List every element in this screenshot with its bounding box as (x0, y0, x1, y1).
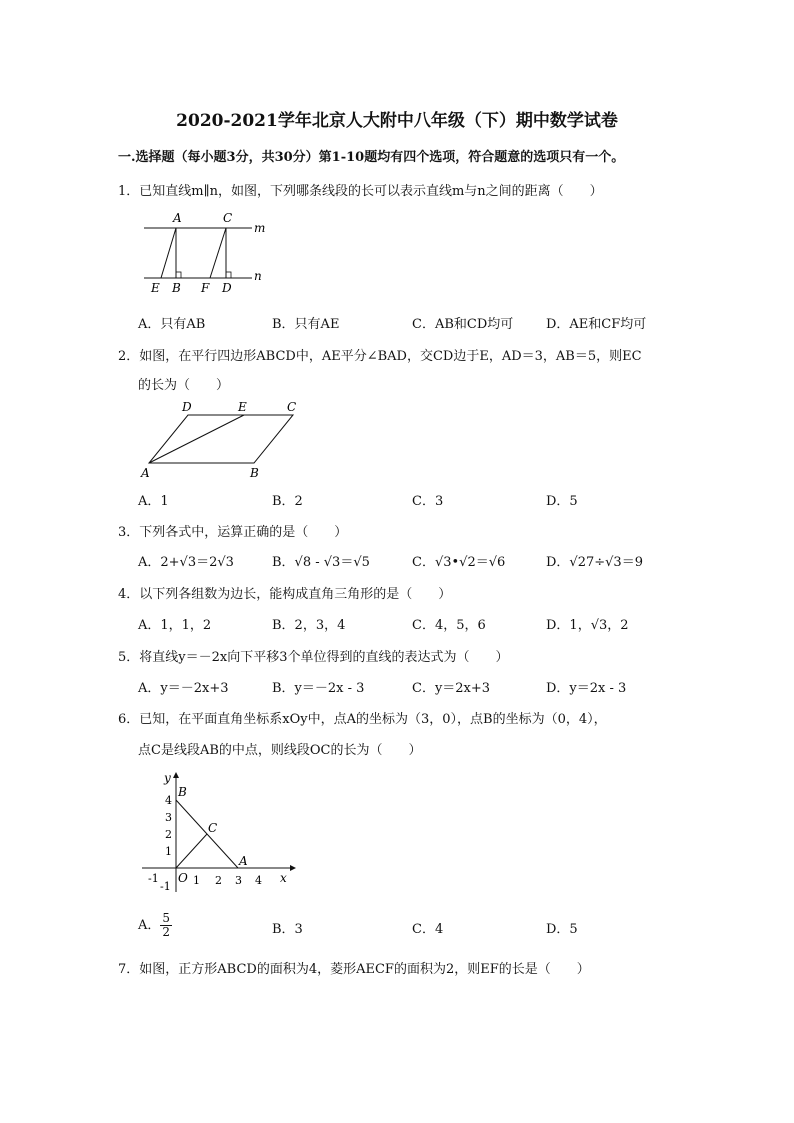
q4-option-b[interactable]: B．2，3，4 (272, 618, 346, 633)
q6-label-b: B (178, 785, 187, 799)
q6-y-tick: 1 (165, 845, 172, 858)
q2-option-c[interactable]: C．3 (412, 494, 444, 509)
question-4-stem: 4．以下列各组数为边长，能构成直角三角形的是（ ） (118, 587, 452, 602)
q6-label-c: C (208, 821, 218, 835)
question-6-stem-cont: 点C是线段AB的中点，则线段OC的长为（ ） (138, 743, 422, 758)
q1-option-a[interactable]: A．只有AB (138, 317, 206, 332)
q1-option-c[interactable]: C．AB和CD均可 (412, 317, 514, 332)
q1-label-c: C (223, 211, 233, 225)
question-1-stem: 1．已知直线m∥n，如图，下列哪条线段的长可以表示直线m与n之间的距离（ ） (118, 184, 603, 199)
section-heading: 一.选择题（每小题3分，共30分）第1-10题均有四个选项，符合题意的选项只有一个。 (118, 150, 625, 165)
q3-option-d[interactable]: D．√27÷√3＝9 (546, 555, 643, 570)
q1-label-b: B (172, 281, 181, 295)
q2-label-c: C (287, 400, 297, 414)
question-2-stem-cont: 的长为（ ） (138, 378, 230, 393)
q6-y-axis-label: y (164, 771, 171, 785)
q6-x-axis-label: x (280, 871, 287, 885)
q1-label-f: F (201, 281, 210, 295)
question-7-stem: 7．如图，正方形ABCD的面积为4，菱形AECF的面积为2，则EF的长是（ ） (118, 962, 590, 977)
fraction-denominator: 2 (162, 925, 171, 939)
q5-option-b[interactable]: B．y＝－2x - 3 (272, 681, 365, 696)
q6-origin-label: O (178, 871, 188, 885)
q6-option-a[interactable] (138, 912, 172, 939)
q1-figure (138, 208, 278, 296)
page-title: 2020-2021学年北京人大附中八年级（下）期中数学试卷 (176, 111, 618, 131)
q1-option-b[interactable]: B．只有AE (272, 317, 340, 332)
q6-y-tick: 4 (165, 794, 172, 807)
q2-label-a: A (141, 466, 150, 480)
q2-label-b: B (250, 466, 259, 480)
q3-option-b[interactable]: B．√8 - √3＝√5 (272, 555, 370, 570)
q6-y-tick: 3 (165, 811, 172, 824)
q6-y-tick: -1 (160, 880, 171, 893)
question-3-stem: 3．下列各式中，运算正确的是（ ） (118, 525, 348, 540)
q6-x-tick: 4 (255, 874, 262, 887)
q2-figure (138, 398, 308, 482)
q6-option-b[interactable]: B．3 (272, 922, 303, 937)
q6-option-d[interactable]: D．5 (546, 922, 578, 937)
q3-option-c[interactable]: C．√3•√2＝√6 (412, 555, 506, 570)
q6-x-tick: 2 (215, 874, 222, 887)
q6-option-c[interactable]: C．4 (412, 922, 444, 937)
q2-label-d: D (182, 400, 192, 414)
q4-option-a[interactable]: A．1，1，2 (138, 618, 212, 633)
q6-option-a-prefix: A． (138, 918, 161, 933)
q2-option-b[interactable]: B．2 (272, 494, 303, 509)
question-5-stem: 5．将直线y＝－2x向下平移3个单位得到的直线的表达式为（ ） (118, 650, 509, 665)
q6-x-tick: -1 (148, 872, 159, 885)
q1-label-e: E (151, 281, 160, 295)
q1-label-m: m (254, 221, 266, 235)
q6-x-tick: 3 (235, 874, 242, 887)
q2-option-d[interactable]: D．5 (546, 494, 578, 509)
q6-option-a-fraction (160, 912, 172, 939)
q3-option-a[interactable]: A．2+√3＝2√3 (138, 555, 234, 570)
q4-option-d[interactable]: D．1，√3，2 (546, 618, 629, 633)
q6-label-a: A (239, 854, 248, 868)
q2-option-a[interactable]: A．1 (138, 494, 169, 509)
q6-x-tick: 1 (193, 874, 200, 887)
q6-coordinate-graph (140, 768, 300, 898)
q1-label-n: n (254, 269, 262, 283)
q5-option-a[interactable]: A．y＝－2x+3 (138, 681, 229, 696)
question-6-stem: 6．已知，在平面直角坐标系xOy中，点A的坐标为（3，0），点B的坐标为（0，4）， (118, 712, 607, 727)
q6-y-tick: 2 (165, 828, 172, 841)
fraction-numerator: 5 (162, 911, 171, 925)
q1-option-d[interactable]: D．AE和CF均可 (546, 317, 647, 332)
q5-option-d[interactable]: D．y＝2x - 3 (546, 681, 627, 696)
q5-option-c[interactable]: C．y＝2x+3 (412, 681, 491, 696)
q4-option-c[interactable]: C．4，5，6 (412, 618, 486, 633)
q1-label-d: D (222, 281, 232, 295)
q1-label-a: A (173, 211, 182, 225)
question-2-stem: 2．如图，在平行四边形ABCD中，AE平分∠BAD，交CD边于E，AD＝3，AB＝5，则EC (118, 349, 642, 364)
q2-label-e: E (238, 400, 247, 414)
